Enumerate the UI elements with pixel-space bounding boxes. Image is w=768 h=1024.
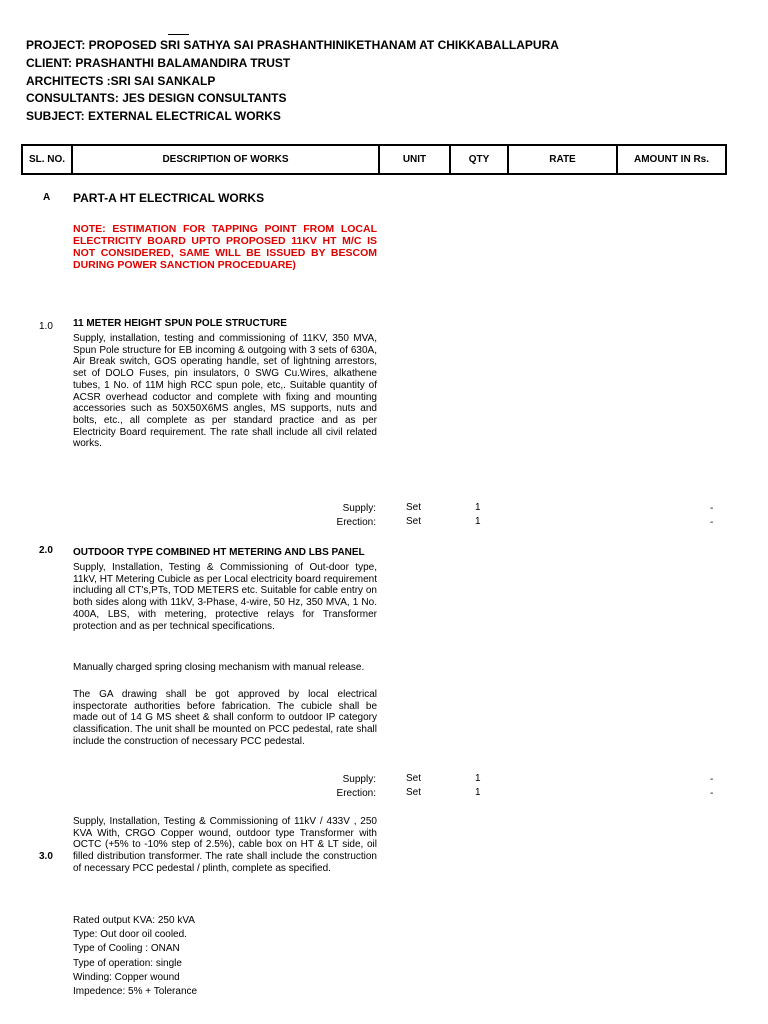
item-1-sl: 1.0 bbox=[39, 321, 53, 332]
item-1-erection-unit: Set bbox=[406, 516, 422, 527]
item-3-sl: 3.0 bbox=[39, 851, 53, 862]
item-1-title: 11 METER HEIGHT SPUN POLE STRUCTURE bbox=[73, 318, 287, 329]
item-2-erection-qty: 1 bbox=[475, 787, 481, 798]
item-2-ga-drawing: The GA drawing shall be got approved by local electrical inspectorate authorities before fabrication. The cubicle shall be made out of 14 G MS sheet & shall conform to outdoor IP category classification. The unit shall be mounted on PCC pedestal, rate shall include the construction of necessary PCC pedestal. bbox=[73, 689, 377, 747]
item-2-supply-label: Supply: bbox=[342, 774, 376, 785]
item-2-description: Supply, Installation, Testing & Commissioning of Out-door type, 11kV, HT Metering Cubicle as per Local electricity board requirement including all CT's,PTs, TOD METERS etc. Suitable for cable entry on both sides along with 11kV, 3-Phase, 4-wire, 50 Hz, 350 MVA, 1 No. 400A, LBS, with metering, protective relays for Transformer protection and as per technical specifications. bbox=[73, 562, 377, 632]
item-2-erection-amount: - bbox=[710, 788, 714, 799]
project-line: PROJECT: PROPOSED SRI SATHYA SAI PRASHANTHINIKETHANAM AT CHIKKABALLAPURA bbox=[26, 38, 559, 52]
item-2-sl: 2.0 bbox=[39, 545, 53, 556]
item-1-supply-amount: - bbox=[710, 503, 714, 514]
header-overline bbox=[168, 34, 189, 35]
part-a-note: NOTE: ESTIMATION FOR TAPPING POINT FROM LOCAL ELECTRICITY BOARD UPTO PROPOSED 11KV HT M/C IS NOT CONSIDERED, SAME WILL BE ISSUED BY BESCOM DURING POWER SANCTION PROCEDUARE) bbox=[73, 223, 377, 271]
col-description: DESCRIPTION OF WORKS bbox=[72, 145, 379, 174]
consultants-line: CONSULTANTS: JES DESIGN CONSULTANTS bbox=[26, 91, 287, 105]
item-1-supply-unit: Set bbox=[406, 502, 422, 513]
architects-line: ARCHITECTS :SRI SAI SANKALP bbox=[26, 74, 216, 88]
boq-column-header bbox=[21, 144, 727, 175]
item-2-mechanism: Manually charged spring closing mechanism with manual release. bbox=[73, 662, 365, 673]
item-3-spec-impedence: Impedence: 5% + Tolerance bbox=[73, 986, 198, 997]
item-2-supply-amount: - bbox=[710, 774, 714, 785]
part-a-sl: A bbox=[43, 192, 51, 203]
item-2-erection-label: Erection: bbox=[336, 788, 376, 799]
item-3-spec-type: Type: Out door oil cooled. bbox=[73, 929, 187, 940]
item-2-supply-unit: Set bbox=[406, 773, 422, 784]
item-3-spec-winding: Winding: Copper wound bbox=[73, 972, 180, 983]
item-1-description: Supply, installation, testing and commissioning of 11KV, 350 MVA, Spun Pole structure for EB incoming & outgoing with 3 sets of 630A, Air Break switch, GOS operating handle, set of lightning arrestors, set of DOLO Fuses, pin insulators, 0 SWG Cu.Wires, alkathene tubes, 1 No. of 11M high RCC spun pole, etc,. Suitable quantity of ACSR overhead coductor and complete with fixing and mounting accessories such as 50X50X6MS angles, MS supports, nuts and bolts, etc., all complete as per standard practice and as per Electricity Board requirement. The rate shall include all civil related works. bbox=[73, 333, 377, 450]
item-2-erection-unit: Set bbox=[406, 787, 422, 798]
col-unit: UNIT bbox=[379, 145, 450, 174]
item-1-erection-label: Erection: bbox=[336, 517, 376, 528]
item-1-supply-label: Supply: bbox=[342, 503, 376, 514]
col-sl-no: SL. NO. bbox=[22, 145, 72, 174]
col-rate: RATE bbox=[508, 145, 617, 174]
item-1-erection-qty: 1 bbox=[475, 516, 481, 527]
item-1-erection-amount: - bbox=[710, 517, 714, 528]
item-3-spec-operation: Type of operation: single bbox=[73, 958, 182, 969]
item-3-description: Supply, Installation, Testing & Commissioning of 11kV / 433V , 250 KVA With, CRGO Copper wound, outdoor type Transformer with OCTC (+5% to -10% step of 2.5%), cable box on HT & LT side, oil filled distribution transformer. The rate shall include the construction of necessary PCC pedestal / plinth, complete as specified. bbox=[73, 816, 377, 874]
item-2-title: OUTDOOR TYPE COMBINED HT METERING AND LBS PANEL bbox=[73, 547, 365, 558]
item-1-supply-qty: 1 bbox=[475, 502, 481, 513]
item-2-supply-qty: 1 bbox=[475, 773, 481, 784]
item-3-spec-cooling: Type of Cooling : ONAN bbox=[73, 943, 180, 954]
item-3-spec-rated-output: Rated output KVA: 250 kVA bbox=[73, 915, 195, 926]
part-a-title: PART-A HT ELECTRICAL WORKS bbox=[73, 191, 265, 205]
client-line: CLIENT: PRASHANTHI BALAMANDIRA TRUST bbox=[26, 56, 291, 70]
subject-line: SUBJECT: EXTERNAL ELECTRICAL WORKS bbox=[26, 109, 281, 123]
col-amount: AMOUNT IN Rs. bbox=[617, 145, 726, 174]
col-qty: QTY bbox=[450, 145, 508, 174]
